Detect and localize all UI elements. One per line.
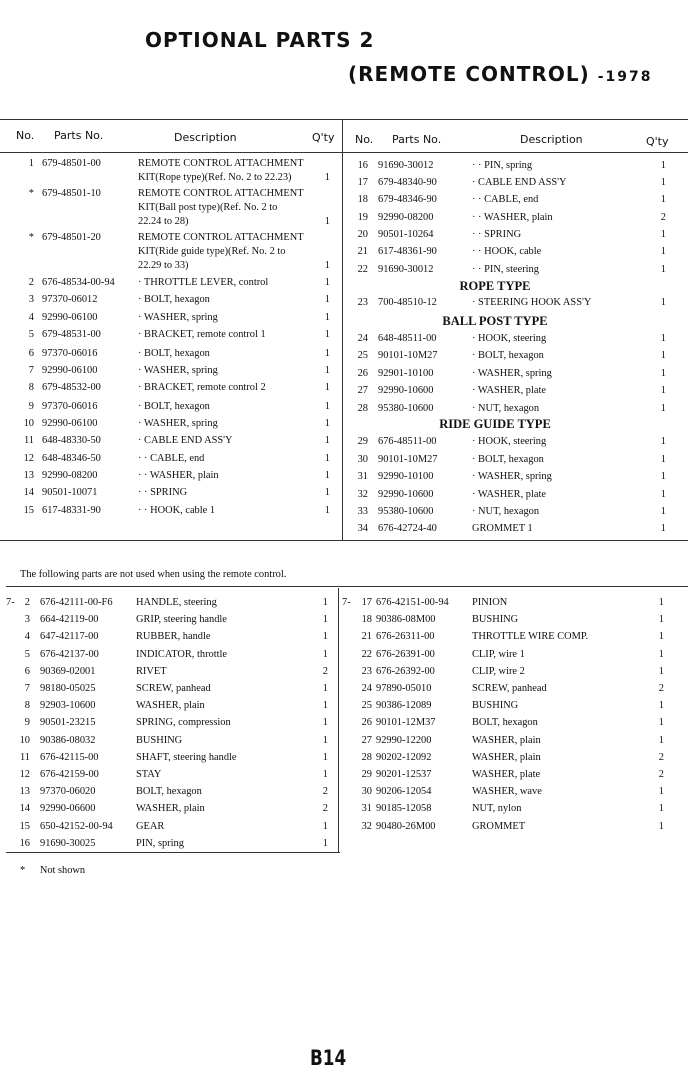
row-qty: 1 bbox=[322, 631, 328, 643]
row-no: 30 bbox=[357, 454, 368, 465]
row-description: KIT(Ball post type)(Ref. No. 2 to bbox=[138, 202, 278, 213]
row-description: · · SPRING bbox=[138, 487, 188, 498]
row-qty: 2 bbox=[322, 803, 328, 815]
row-qty: 1 bbox=[660, 350, 666, 361]
row-part-no: 90386-08M00 bbox=[376, 614, 436, 626]
row-no: 20 bbox=[357, 229, 368, 240]
row-part-no: 679-48532-00 bbox=[42, 382, 101, 393]
footnote bbox=[20, 865, 85, 876]
row-description: SCREW, panhead bbox=[136, 683, 211, 694]
row-description: · · SPRING bbox=[472, 229, 522, 240]
row-part-no: 676-42111-00-F6 bbox=[40, 597, 113, 608]
row-description: GRIP, steering handle bbox=[136, 614, 227, 626]
row-no: 6 bbox=[24, 665, 30, 677]
footnote-text: Not shown bbox=[39, 865, 86, 876]
table2-caption: The following parts are not used when using the remote control. bbox=[20, 569, 287, 580]
header-parts-no: Parts No. bbox=[54, 129, 104, 142]
header-description-right: Description bbox=[520, 133, 583, 146]
row-description: REMOTE CONTROL ATTACHMENT bbox=[138, 232, 304, 243]
row-no: 18 bbox=[361, 614, 372, 626]
row-no: 17 bbox=[357, 177, 368, 188]
row-no: 21 bbox=[357, 246, 368, 257]
row-part-no: 676-26391-00 bbox=[376, 648, 435, 660]
row-part-no: 679-48501-00 bbox=[42, 158, 101, 169]
row-no: 22 bbox=[357, 264, 368, 275]
row-part-no: 679-48346-90 bbox=[378, 194, 437, 205]
row-description: KIT(Rope type)(Ref. No. 2 to 22.23) bbox=[138, 172, 292, 183]
row-part-no: 90501-23215 bbox=[40, 717, 96, 729]
row-no: 12 bbox=[19, 769, 30, 780]
row-part-no: 676-48534-00-94 bbox=[42, 277, 115, 288]
row-description: · · HOOK, cable bbox=[472, 246, 542, 257]
row-part-no: 92990-10600 bbox=[378, 489, 434, 500]
row-no: 1 bbox=[28, 158, 34, 169]
row-qty: 1 bbox=[324, 260, 330, 271]
row-part-no: 95380-10600 bbox=[378, 506, 434, 517]
page-title: OPTIONAL PARTS 2 bbox=[145, 28, 375, 52]
row-part-no: 700-48510-12 bbox=[378, 297, 437, 308]
row-part-no: 92990-06600 bbox=[40, 803, 96, 815]
row-qty: 1 bbox=[322, 614, 328, 626]
row-no: 30 bbox=[361, 786, 372, 798]
row-description: CLIP, wire 2 bbox=[472, 665, 525, 677]
row-qty: 1 bbox=[324, 172, 330, 183]
row-description: · BRACKET, remote control 1 bbox=[138, 329, 266, 340]
header-parts-no-right: Parts No. bbox=[392, 133, 442, 146]
header-no-right: No. bbox=[355, 133, 374, 146]
row-description: RIVET bbox=[136, 665, 167, 677]
row-part-no: 679-48531-00 bbox=[42, 329, 101, 340]
row-description: · · WASHER, plain bbox=[138, 470, 219, 481]
row-qty: 1 bbox=[658, 597, 664, 608]
page-subtitle bbox=[348, 62, 652, 86]
row-no: 6 bbox=[28, 348, 34, 359]
row-part-no: 617-48361-90 bbox=[378, 246, 437, 257]
row-no: 7 bbox=[24, 683, 30, 694]
table1-top-rule bbox=[0, 119, 688, 120]
row-qty: 2 bbox=[660, 212, 666, 223]
row-no: 31 bbox=[361, 803, 372, 815]
row-part-no: 97370-06020 bbox=[40, 786, 96, 798]
row-qty: 1 bbox=[324, 418, 330, 429]
page-number: B14 bbox=[310, 1046, 347, 1070]
row-no: 11 bbox=[19, 751, 30, 763]
row-qty: 1 bbox=[322, 648, 328, 660]
row-description: · · WASHER, plain bbox=[472, 212, 553, 223]
row-no: 23 bbox=[357, 297, 368, 308]
row-qty: 1 bbox=[660, 454, 666, 465]
row-no: 34 bbox=[357, 523, 368, 534]
row-description: · CABLE END ASS'Y bbox=[472, 177, 567, 188]
row-description: · STEERING HOOK ASS'Y bbox=[472, 297, 592, 308]
row-qty: 1 bbox=[660, 229, 666, 240]
row-description: BUSHING bbox=[472, 700, 519, 712]
row-description: 22.24 to 28) bbox=[138, 216, 189, 227]
row-no: 13 bbox=[23, 470, 34, 481]
row-no: 24 bbox=[357, 333, 368, 344]
row-qty: 1 bbox=[660, 177, 666, 188]
row-qty: 1 bbox=[658, 717, 664, 729]
row-part-no: 92901-10100 bbox=[378, 368, 434, 379]
row-qty: 1 bbox=[658, 734, 664, 746]
row-no: 8 bbox=[28, 382, 34, 393]
row-description: · BOLT, hexagon bbox=[472, 350, 544, 361]
row-description: · NUT, hexagon bbox=[472, 403, 540, 414]
row-qty: 1 bbox=[322, 717, 328, 729]
row-qty: 1 bbox=[324, 505, 330, 516]
row-part-no: 647-42117-00 bbox=[40, 631, 99, 643]
row-part-no: 648-48511-00 bbox=[378, 333, 437, 344]
row-no: 26 bbox=[361, 717, 372, 729]
row-description: WASHER, wave bbox=[472, 786, 542, 798]
row-qty: 1 bbox=[322, 769, 328, 780]
row-no: 7 bbox=[28, 365, 34, 376]
row-description: WASHER, plain bbox=[472, 751, 541, 763]
row-part-no: 92990-06100 bbox=[42, 418, 98, 429]
row-no: 28 bbox=[357, 403, 368, 414]
row-part-no: 617-48331-90 bbox=[42, 505, 101, 516]
row-description: · WASHER, spring bbox=[472, 471, 552, 482]
row-qty: 1 bbox=[324, 294, 330, 305]
row-description: · · CABLE, end bbox=[138, 453, 205, 464]
row-description: BOLT, hexagon bbox=[136, 786, 202, 798]
row-part-no: 676-26311-00 bbox=[376, 631, 435, 643]
row-qty: 1 bbox=[658, 614, 664, 626]
row-qty: 2 bbox=[658, 683, 664, 694]
row-description: · · CABLE, end bbox=[472, 194, 539, 205]
row-description: PINION bbox=[472, 597, 508, 608]
row-qty: 1 bbox=[322, 734, 328, 746]
row-part-no: 676-48511-00 bbox=[378, 436, 437, 447]
row-no: 28 bbox=[361, 751, 372, 763]
row-part-no: 648-48346-50 bbox=[42, 453, 101, 464]
row-qty: 1 bbox=[660, 436, 666, 447]
row-qty: 2 bbox=[322, 786, 328, 798]
row-no: * bbox=[28, 232, 34, 243]
row-qty: 1 bbox=[324, 329, 330, 340]
row-part-no: 98180-05025 bbox=[40, 683, 96, 694]
row-qty: 1 bbox=[324, 348, 330, 359]
row-description: GROMMET 1 bbox=[472, 523, 533, 534]
row-figure-ref: 7- bbox=[6, 597, 15, 608]
row-part-no: 90386-12089 bbox=[376, 700, 432, 712]
row-part-no: 648-48330-50 bbox=[42, 435, 101, 446]
row-qty: 1 bbox=[322, 683, 328, 694]
row-qty: 1 bbox=[660, 385, 666, 396]
row-no: 27 bbox=[357, 385, 368, 396]
row-part-no: 97370-06016 bbox=[42, 348, 98, 359]
row-qty: 1 bbox=[324, 401, 330, 412]
row-qty: 1 bbox=[658, 665, 664, 677]
row-part-no: 90101-10M27 bbox=[378, 454, 438, 465]
year-label: -1978 bbox=[597, 69, 653, 85]
header-no: No. bbox=[16, 129, 35, 142]
row-description: · WASHER, spring bbox=[138, 312, 218, 323]
row-no: 19 bbox=[357, 212, 368, 223]
row-part-no: 676-26392-00 bbox=[376, 665, 435, 677]
row-part-no: 92990-08200 bbox=[42, 470, 98, 481]
row-description: · WASHER, plate bbox=[472, 489, 546, 500]
row-no: 10 bbox=[19, 734, 30, 746]
row-no: 9 bbox=[24, 717, 30, 729]
row-description: NUT, nylon bbox=[472, 803, 522, 815]
row-description: STAY bbox=[136, 769, 162, 780]
row-part-no: 92990-08200 bbox=[378, 212, 434, 223]
row-no: 16 bbox=[357, 160, 368, 171]
row-no: 18 bbox=[357, 194, 368, 205]
row-no: 4 bbox=[28, 312, 34, 323]
row-part-no: 676-42151-00-94 bbox=[376, 597, 449, 608]
row-no: 22 bbox=[361, 648, 372, 660]
row-description: · BOLT, hexagon bbox=[138, 294, 210, 305]
table2-top-rule bbox=[6, 586, 688, 587]
row-qty: 1 bbox=[324, 277, 330, 288]
row-description: GROMMET bbox=[472, 820, 526, 832]
row-qty: 1 bbox=[660, 246, 666, 257]
row-part-no: 92903-10600 bbox=[40, 700, 96, 712]
section-heading: BALL POST TYPE bbox=[442, 314, 548, 328]
row-qty: 1 bbox=[658, 786, 664, 798]
row-qty: 1 bbox=[324, 435, 330, 446]
row-part-no: 90206-12054 bbox=[376, 786, 432, 798]
row-part-no: 90185-12058 bbox=[376, 803, 432, 815]
row-description: · HOOK, steering bbox=[472, 436, 547, 447]
row-description: SPRING, compression bbox=[136, 717, 231, 729]
table2-bottom-rule bbox=[6, 852, 340, 853]
row-description: · BRACKET, remote control 2 bbox=[138, 382, 266, 393]
row-part-no: 676-42137-00 bbox=[40, 648, 99, 660]
row-qty: 1 bbox=[324, 470, 330, 481]
row-part-no: 97370-06016 bbox=[42, 401, 98, 412]
row-no: 21 bbox=[361, 631, 372, 643]
row-description: PIN, spring bbox=[136, 837, 184, 849]
row-no: 16 bbox=[19, 837, 30, 849]
row-no: 8 bbox=[24, 700, 30, 712]
table1-header-rule bbox=[0, 152, 688, 153]
row-part-no: 650-42152-00-94 bbox=[40, 820, 113, 832]
row-part-no: 90101-12M37 bbox=[376, 717, 436, 729]
row-qty: 1 bbox=[324, 453, 330, 464]
table1-bottom-rule bbox=[0, 540, 688, 541]
row-description: HANDLE, steering bbox=[136, 597, 217, 608]
row-no: 26 bbox=[357, 368, 368, 379]
row-part-no: 92990-06100 bbox=[42, 365, 98, 376]
row-no: 11 bbox=[23, 435, 34, 446]
row-part-no: 97890-05010 bbox=[376, 683, 432, 694]
row-description: · BOLT, hexagon bbox=[138, 348, 210, 359]
row-no: 3 bbox=[28, 294, 34, 305]
row-no: 2 bbox=[24, 597, 30, 608]
row-qty: 1 bbox=[324, 365, 330, 376]
row-no: 23 bbox=[361, 665, 372, 677]
row-part-no: 676-42724-40 bbox=[378, 523, 437, 534]
row-qty: 1 bbox=[660, 471, 666, 482]
row-no: 4 bbox=[24, 631, 30, 643]
row-no: 2 bbox=[28, 277, 34, 288]
row-qty: 1 bbox=[660, 297, 666, 308]
row-no: 27 bbox=[361, 734, 372, 746]
row-qty: 1 bbox=[660, 194, 666, 205]
row-qty: 1 bbox=[660, 403, 666, 414]
row-description: · NUT, hexagon bbox=[472, 506, 540, 517]
row-no: 13 bbox=[19, 786, 30, 798]
row-part-no: 92990-10100 bbox=[378, 471, 434, 482]
row-description: · WASHER, spring bbox=[138, 418, 218, 429]
row-part-no: 679-48501-10 bbox=[42, 188, 101, 199]
row-no: 10 bbox=[23, 418, 34, 429]
row-no: 29 bbox=[361, 769, 372, 780]
row-description: 22.29 to 33) bbox=[138, 260, 189, 271]
row-part-no: 92990-12200 bbox=[376, 734, 432, 746]
row-no: 5 bbox=[24, 648, 30, 660]
row-description: RUBBER, handle bbox=[136, 631, 211, 643]
row-qty: 1 bbox=[660, 333, 666, 344]
row-no: * bbox=[28, 188, 34, 199]
row-description: · · PIN, spring bbox=[472, 160, 533, 171]
row-part-no: 676-42115-00 bbox=[40, 751, 99, 763]
row-part-no: 679-48501-20 bbox=[42, 232, 101, 243]
row-no: 12 bbox=[23, 453, 34, 464]
row-part-no: 676-42159-00 bbox=[40, 769, 99, 780]
row-no: 3 bbox=[24, 614, 30, 626]
row-part-no: 90101-10M27 bbox=[378, 350, 438, 361]
header-description: Description bbox=[174, 131, 237, 144]
row-part-no: 92990-06100 bbox=[42, 312, 98, 323]
row-part-no: 91690-30012 bbox=[378, 264, 434, 275]
subtitle-text: (REMOTE CONTROL) bbox=[348, 62, 590, 86]
row-part-no: 90501-10071 bbox=[42, 487, 98, 498]
row-no: 17 bbox=[361, 597, 372, 608]
row-description: SHAFT, steering handle bbox=[136, 751, 237, 763]
row-description: · · PIN, steering bbox=[472, 264, 539, 275]
header-qty: Q'ty bbox=[312, 131, 335, 144]
row-part-no: 90386-08032 bbox=[40, 734, 96, 746]
row-no: 24 bbox=[361, 683, 372, 694]
row-qty: 2 bbox=[322, 665, 328, 677]
row-description: BUSHING bbox=[472, 614, 519, 626]
row-description: WASHER, plain bbox=[136, 700, 205, 712]
row-description: GEAR bbox=[136, 820, 165, 832]
row-no: 14 bbox=[19, 803, 30, 815]
row-description: BUSHING bbox=[136, 734, 183, 746]
row-qty: 1 bbox=[322, 820, 328, 832]
row-description: · WASHER, plate bbox=[472, 385, 546, 396]
row-description: SCREW, panhead bbox=[472, 683, 547, 694]
row-part-no: 679-48340-90 bbox=[378, 177, 437, 188]
row-qty: 1 bbox=[658, 648, 664, 660]
row-no: 15 bbox=[19, 820, 30, 832]
row-description: · WASHER, spring bbox=[472, 368, 552, 379]
row-no: 9 bbox=[28, 401, 34, 412]
row-no: 29 bbox=[357, 436, 368, 447]
row-description: · WASHER, spring bbox=[138, 365, 218, 376]
row-description: THROTTLE WIRE COMP. bbox=[472, 631, 589, 643]
section-heading: RIDE GUIDE TYPE bbox=[439, 417, 551, 431]
row-qty: 2 bbox=[658, 751, 664, 763]
row-qty: 1 bbox=[322, 837, 328, 849]
row-qty: 1 bbox=[658, 700, 664, 712]
row-description: · THROTTLE LEVER, control bbox=[138, 277, 269, 288]
row-qty: 1 bbox=[324, 487, 330, 498]
row-part-no: 91690-30012 bbox=[378, 160, 434, 171]
row-description: CLIP, wire 1 bbox=[472, 648, 525, 660]
row-description: INDICATOR, throttle bbox=[136, 648, 228, 660]
row-no: 25 bbox=[361, 700, 372, 712]
row-description: · BOLT, hexagon bbox=[138, 401, 210, 412]
row-no: 5 bbox=[28, 329, 34, 340]
row-part-no: 664-42119-00 bbox=[40, 614, 99, 626]
row-description: REMOTE CONTROL ATTACHMENT bbox=[138, 158, 304, 169]
row-qty: 1 bbox=[660, 523, 666, 534]
row-no: 33 bbox=[357, 506, 368, 517]
row-qty: 1 bbox=[322, 597, 328, 608]
row-description: · · HOOK, cable 1 bbox=[138, 505, 216, 516]
row-qty: 1 bbox=[660, 160, 666, 171]
row-qty: 1 bbox=[660, 368, 666, 379]
row-no: 15 bbox=[23, 505, 34, 516]
row-qty: 1 bbox=[660, 506, 666, 517]
row-qty: 1 bbox=[324, 216, 330, 227]
row-description: WASHER, plain bbox=[472, 734, 541, 746]
row-qty: 1 bbox=[660, 489, 666, 500]
row-qty: 1 bbox=[658, 820, 664, 832]
row-description: BOLT, hexagon bbox=[472, 717, 538, 729]
row-qty: 1 bbox=[324, 382, 330, 393]
table2-divider bbox=[338, 588, 339, 852]
section-heading: ROPE TYPE bbox=[459, 279, 531, 293]
row-part-no: 90480-26M00 bbox=[376, 820, 436, 832]
row-part-no: 90202-12092 bbox=[376, 751, 432, 763]
row-qty: 2 bbox=[658, 769, 664, 780]
row-part-no: 91690-30025 bbox=[40, 837, 96, 849]
row-part-no: 92990-10600 bbox=[378, 385, 434, 396]
row-figure-ref: 7- bbox=[342, 597, 351, 608]
row-description: KIT(Ride guide type)(Ref. No. 2 to bbox=[138, 246, 286, 257]
row-qty: 1 bbox=[324, 312, 330, 323]
row-description: WASHER, plate bbox=[472, 769, 541, 780]
row-part-no: 97370-06012 bbox=[42, 294, 98, 305]
row-description: · BOLT, hexagon bbox=[472, 454, 544, 465]
row-no: 14 bbox=[23, 487, 34, 498]
row-no: 32 bbox=[361, 820, 372, 832]
row-no: 32 bbox=[357, 489, 368, 500]
row-qty: 1 bbox=[660, 264, 666, 275]
row-qty: 1 bbox=[322, 700, 328, 712]
row-no: 31 bbox=[357, 471, 368, 482]
row-qty: 1 bbox=[322, 751, 328, 763]
row-description: REMOTE CONTROL ATTACHMENT bbox=[138, 188, 304, 199]
row-part-no: 95380-10600 bbox=[378, 403, 434, 414]
row-qty: 1 bbox=[658, 631, 664, 643]
row-description: WASHER, plain bbox=[136, 803, 205, 815]
row-part-no: 90501-10264 bbox=[378, 229, 434, 240]
footnote-symbol: * bbox=[20, 865, 26, 876]
row-part-no: 90369-02001 bbox=[40, 665, 96, 677]
header-qty-right: Q'ty bbox=[646, 135, 669, 148]
row-qty: 1 bbox=[658, 803, 664, 815]
row-no: 25 bbox=[357, 350, 368, 361]
row-part-no: 90201-12537 bbox=[376, 769, 432, 780]
row-description: · HOOK, steering bbox=[472, 333, 547, 344]
row-description: · CABLE END ASS'Y bbox=[138, 435, 233, 446]
